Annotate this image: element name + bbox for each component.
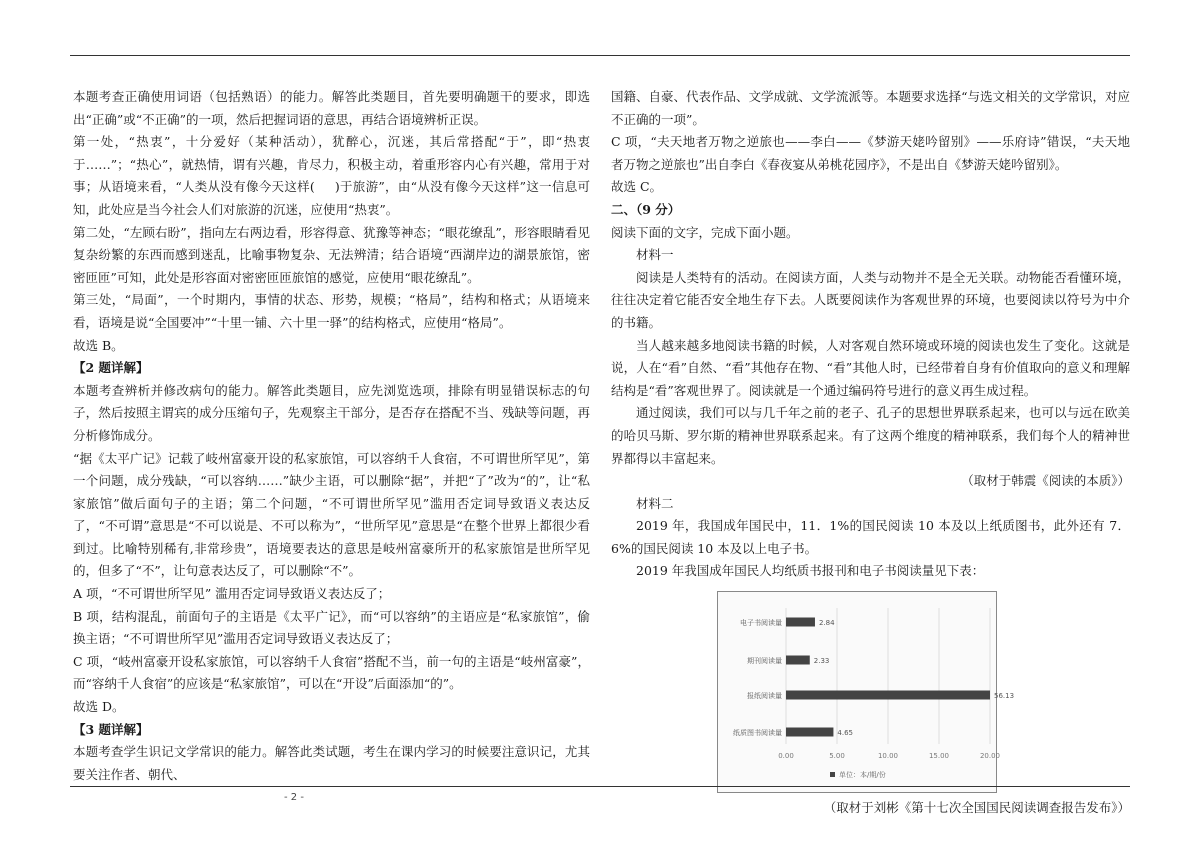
right-column (611, 86, 1130, 820)
instruction: 阅读下面的文字，完成下面小题。 (611, 224, 799, 240)
paragraph: 国籍、自豪、代表作品、文学成就、文学流派等。本题要求选择“与选文相关的文学常识，对应不正确的一项”。 (611, 89, 1130, 127)
paragraph: 阅读是人类特有的活动。在阅读方面，人类与动物并不是全无关联。动物能否看懂环境，往往决定着它能否安全地生存下去。人既要阅读作为客观世界的环境，也要阅读以符号为中介的书籍。 (611, 269, 1130, 330)
x-tick-label: 5.00 (829, 752, 845, 761)
paragraph: 2019 年，我国成年国民中，11．1%的国民阅读 10 本及以上纸质图书，此外还有 7．6%的国民阅读 10 本及以上电子书。 (611, 518, 1130, 556)
paragraph-text: )于旅游”，由“从没有像今天这样”这一信息可知，此处应是当今社会人们对旅游的沉迷，应使用“热衷”。 (73, 179, 590, 217)
legend-label: 单位：本/期/份 (839, 771, 886, 780)
legend-swatch (830, 772, 835, 777)
x-tick-label: 0.00 (778, 752, 794, 761)
paragraph: 当人越来越多地阅读书籍的时候，人对客观自然环境或环境的阅读也发生了变化。这就是说，人在“看”自然、“看”其他存在物、“看”其他人时，已经带着自身有价值取向的意义和理解结构是“看”客观世界了。阅读就是一个通过编码符号进行的意义再生成过程。 (611, 337, 1130, 398)
paragraph: 本题考查学生识记文学常识的能力。解答此类试题，考生在课内学习的时候要注意识记，尤其要关注作者、朝代、 (73, 744, 590, 782)
bar (786, 656, 810, 665)
paragraph: 本题考查正确使用词语（包括熟语）的能力。解答此类题目，首先要明确题干的要求，即选出“正确”或“不正确”的一项，然后把握词语的意思，再结合语境辨析正误。 (73, 89, 590, 127)
source-citation: （取材于刘彬《第十七次全国国民阅读调查报告发布》） (823, 800, 1130, 816)
paragraph: C 项，“夫天地者万物之逆旅也——李白——《梦游天姥吟留别》——乐府诗”错误，“夫天地者万物之逆旅也”出自李白《春夜宴从弟桃花园序》，不是出自《梦游天姥吟留别》。 (611, 134, 1130, 172)
data-label: 56.13 (994, 692, 1015, 701)
bar (786, 691, 990, 700)
source-citation: （取材于韩震《阅读的本质》） (961, 473, 1130, 489)
chart-caption: 2019 年我国成年国民人均纸质书报刊和电子书阅读量见下表： (636, 563, 985, 579)
category-label: 纸质图书阅读量 (733, 729, 782, 738)
paragraph (73, 131, 590, 221)
option-b: B 项，结构混乱，前面句子的主语是《太平广记》，而“可以容纳”的主语应是“私家旅馆”，偷换主语；“不可谓世所罕见”滥用否定词导致语义表达反了； (73, 608, 590, 647)
x-tick-label: 20.00 (979, 752, 1001, 761)
material-label: 材料一 (636, 247, 674, 263)
section-heading: 【3 题详解】 (73, 721, 149, 737)
chart-canvas (718, 592, 1015, 792)
header-rule (70, 55, 1130, 56)
section-heading: 二、（9 分） (611, 201, 681, 217)
reading-volume-chart (717, 591, 1015, 793)
section-heading: 【2 题详解】 (73, 360, 149, 376)
category-label: 期刊阅读量 (747, 657, 782, 666)
x-tick-label: 15.00 (928, 752, 950, 761)
paragraph: 第二处，“左顾右盼”，指向左右两边看，形容得意、犹豫等神态；“眼花缭乱”，形容眼睛看见复杂纷繁的东西而感到迷乱，比喻事物复杂、无法辨清；结合语境“西湖岸边的湖景旅馆，密密匝匝”可知，此处是形容面对密密匝匝旅馆的感觉，应使用“眼花缭乱”。 (73, 224, 590, 285)
paragraph: 第三处，“局面”，一个时期内，事情的状态、形势，规模；“格局”，结构和格式；从语境来看，语境是说“全国要冲”“十里一铺、六十里一驿”的结构格式，应使用“格局”。 (73, 292, 590, 330)
material-label: 材料二 (636, 495, 674, 511)
answer-line: 故选 C。 (611, 179, 663, 195)
paragraph: “据《太平广记》记载了岐州富豪开设的私家旅馆，可以容纳千人食宿，不可谓世所罕见”，第一个问题，成分残缺，“可以容纳……”缺少主语，可以删除“据”，并把“了”改为“的”，让“私家旅馆”做后面句子的主语；第二个问题，“不可谓世所罕见”滥用否定词导致语义表达反了，“不可谓”意思是“不可以说是、不可以称为”，“世所罕见”意思是“在整个世界上都很少看到过。比喻特别稀有,非常珍贵”，语境要表达的意思是岐州富豪所开的私家旅馆是世所罕见的，但多了“不”，让句意表达反了，可以删除“不”。 (73, 450, 590, 579)
category-label: 报纸阅读量 (747, 692, 782, 701)
option-c: C 项，“岐州富豪开设私家旅馆，可以容纳千人食宿”搭配不当，前一句的主语是“岐州富豪”，而“容纳千人食宿”的应该是“私家旅馆”，可以在“开设”后面添加“的”。 (73, 653, 590, 692)
bar (786, 618, 815, 627)
option-a: A 项，“不可谓世所罕见” 滥用否定词导致语义表达反了； (73, 586, 391, 602)
data-label: 4.65 (837, 729, 854, 738)
footer-rule (70, 786, 1130, 787)
page-number: - 2 - (284, 792, 304, 803)
data-label: 2.33 (813, 657, 830, 666)
left-column (73, 86, 590, 786)
paragraph: 本题考查辨析并修改病句的能力。解答此类题目，应先浏览选项，排除有明显错误标志的句子，然后按照主谓宾的成分压缩句子，先观察主干部分，是否存在搭配不当、残缺等问题，再分析修饰成分。 (73, 382, 590, 443)
category-label: 电子书阅读量 (740, 619, 782, 628)
answer-line: 故选 B。 (73, 337, 124, 353)
answer-line: 故选 D。 (73, 699, 125, 715)
paragraph: 通过阅读，我们可以与几千年之前的老子、孔子的思想世界联系起来，也可以与远在欧美的哈贝马斯、罗尔斯的精神世界联系起来。有了这两个维度的精神联系，我们每个人的精神世界都得以丰富起来。 (611, 405, 1130, 466)
x-tick-label: 10.00 (877, 752, 899, 761)
paragraph-text: 第一处，“热衷”，十分爱好（某种活动），犹醉心，沉迷，其后常搭配“于”，即“热衷于……”；“热心”，就热情，谓有兴趣，肯尽力，积极主动，着重形容内心有兴趣，常用于对事；从语境来看，“人类从没有像今天这样( (73, 134, 590, 195)
bar (786, 728, 833, 737)
data-label: 2.84 (818, 619, 835, 628)
